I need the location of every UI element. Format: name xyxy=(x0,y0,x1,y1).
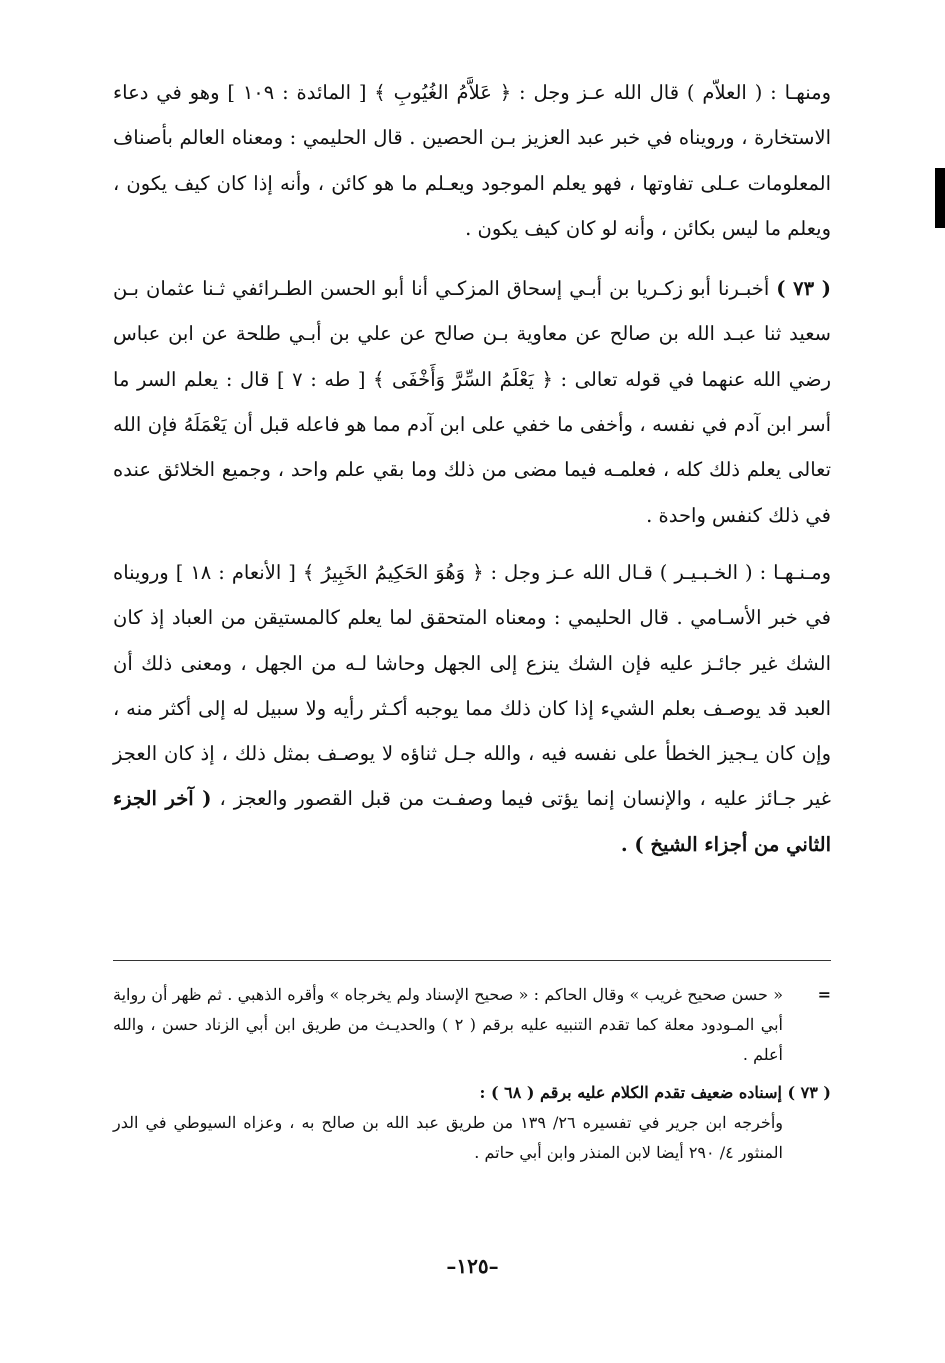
footnote-73-body: وأخرجه ابن جرير في تفسيره ٢٦/ ١٣٩ من طريق عبد الله بن صالح به ، وعزاه السيوطي في الدر المنثور ٤/ ٢٩٠ أيضا لابن المنذر وابن أبي حاتم . xyxy=(113,1113,783,1162)
paragraph-hadith-73 xyxy=(113,266,831,538)
footnotes xyxy=(113,980,831,1168)
page-number: –١٢٥– xyxy=(446,1254,499,1278)
end-of-part-note: ( آخر الجزء الثاني من أجزاء الشيخ ) . xyxy=(113,787,831,856)
footnote-continued-text: « حسن صحيح غريب » وقال الحاكم : « صحيح الإسناد ولم يخرجاه » وأقره الذهبي . ثم ظهر أن رواية أبي المـودود معلة كما تقدم التنبيه عليه برقم ( ٢ ) والحديـث من طريق ابن أبي الزناد حسن ، والله أعلم . xyxy=(113,985,784,1064)
paragraph-khabir xyxy=(113,550,831,867)
khabir-text: ومـنـهـا : ( الخـبـيـر ) قـال الله عـز وجل : ﴿ وَهُوَ الحَكِيمُ الخَبِيرُ ﴾ [ الأنعام : ١٨ ] ورويناه في خبر الأسـامي . قال الحليمي : ومعناه المتحقق لما يعلم كالمستيقن من العباد إذ كان الشك غير جائـز عليه فإن الشك ينزع إلى الجهل وحاشا لـه من الجهل ، ومعنى ذلك أن العبد قد يوصـف بعلم الشيء إذا كان ذلك مما يوجبه أكـثر رأيه ولا سبيل له إلى أكثر منه ، وإن كان يـجيز الخطأ على نفسه فيه ، والله جـل ثناؤه لا يوصـف بمثل ذلك ، إذ كان العجز غير جـائز عليه ، والإنسان إنما يؤتى فيما وصفـت من قبل القصور والعجز ، xyxy=(113,560,831,811)
continuation-mark: = xyxy=(817,985,831,1004)
footnote-separator xyxy=(113,960,831,961)
main-text xyxy=(113,70,831,867)
footnote-continued xyxy=(113,980,831,1070)
paragraph-allam: ومنهـا : ( العلاّم ) قال الله عـز وجل : ﴿ عَلاَّمُ الغُيُوبِ ﴾ [ المائدة : ١٠٩ ] وهو في دعاء الاستخارة ، ورويناه في خبر عبد العزيز بـن الحصين . قال الحليمي : ومعناه العالم بأصناف المعلومات عـلى تفاوتها ، فهو يعلم الموجود ويعـلم ما هو كائن ، وأنه إذا كان كيف يكون ، ويعلم ما ليس بكائن ، وأنه لو كان كيف يكون . xyxy=(113,81,831,240)
footnote-73-heading: ( ٧٣ ) إسناده ضعيف تقدم الكلام عليه برقم ( ٦٨ ) : xyxy=(479,1083,831,1102)
thumb-index-mark xyxy=(935,168,945,228)
hadith-text: أخبـرنا أبو زكـريا بن أبـي إسحاق المزكـي أنا أبو الحسن الطـرائفي ثـنا عثمان بـن سعيد ثنا عبـد الله بن صالح عن معاوية بـن صالح عن علي بن أبـي طلحة عن ابن عباس رضي الله عنهما في قوله تعالى : ﴿ يَعْلَمُ السِّرَّ وَأَخْفَى ﴾ [ طه : ٧ ] قال : يعلم السر ما أسر ابن آدم في نفسه ، وأخفى ما خفي على ابن آدم مما هو فاعله قبل أن يَعْمَلَهُ فإن الله تعالى يعلم ذلك كله ، فعلمـه فيما مضى من ذلك وما بقي علم واحد ، وجميع الخلائق عنده في ذلك كنفس واحدة . xyxy=(113,277,831,527)
hadith-number: ( ٧٣ ) xyxy=(776,277,831,301)
